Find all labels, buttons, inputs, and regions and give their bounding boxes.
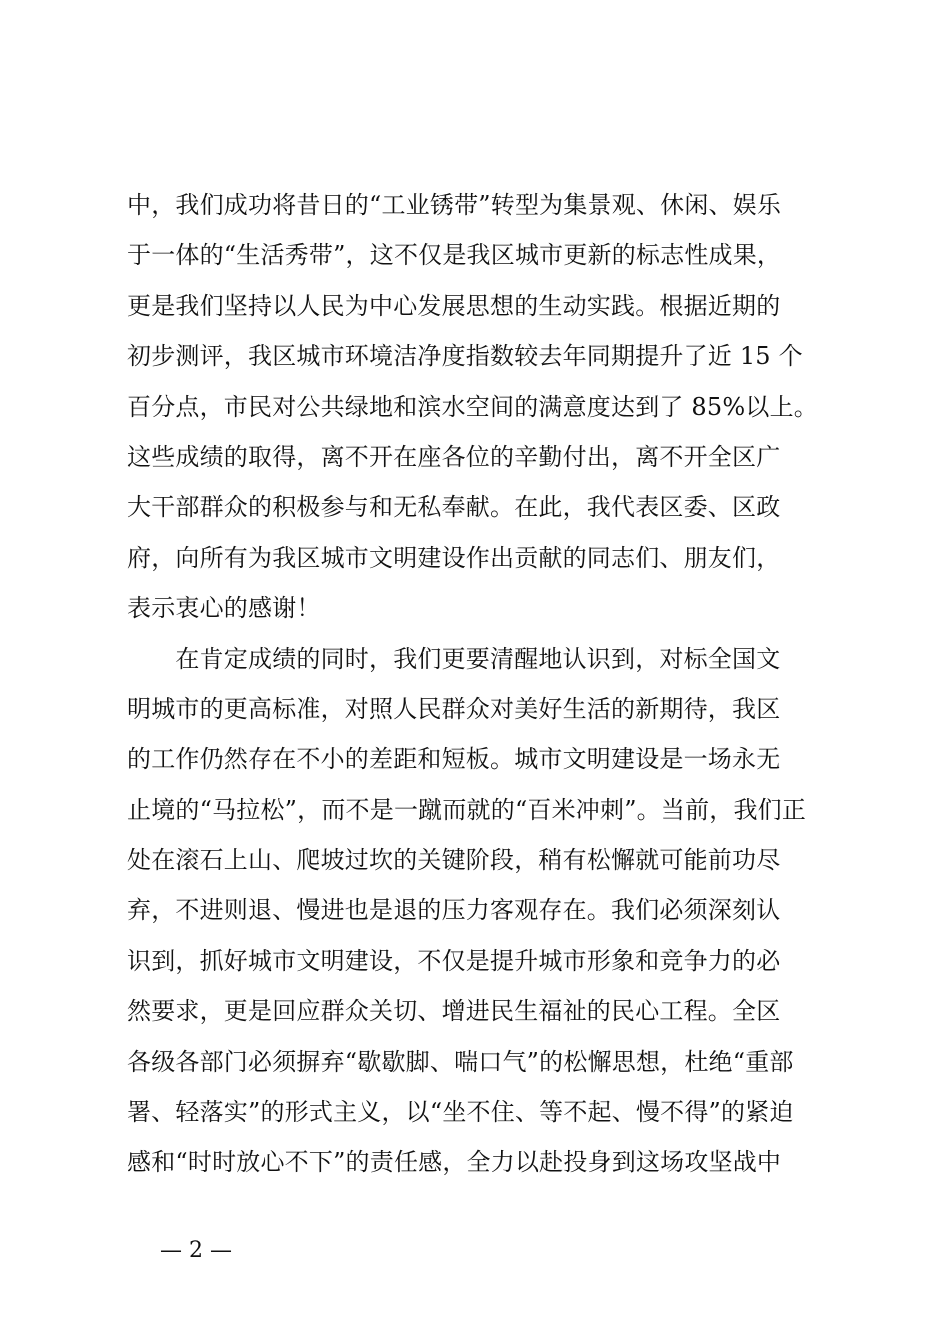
text-line: 表示衷心的感谢！ [127, 594, 321, 623]
text-line: 于一体的“生活秀带”，这不仅是我区城市更新的标志性成果， [127, 241, 782, 270]
text-line: 识到，抓好城市文明建设，不仅是提升城市形象和竞争力的必 [127, 946, 781, 975]
text-line: 感和“时时放心不下”的责任感，全力以赴投身到这场攻坚战中 [127, 1148, 782, 1177]
text-line: 这些成绩的取得，离不开在座各位的辛勤付出，离不开全区广 [127, 442, 781, 471]
text-line: 弃，不进则退、慢进也是退的压力客观存在。我们必须深刻认 [127, 896, 781, 925]
document-body [127, 180, 837, 1188]
text-line: 署、轻落实”的形式主义，以“坐不住、等不起、慢不得”的紧迫 [127, 1098, 794, 1127]
text-line: 的工作仍然存在不小的差距和短板。城市文明建设是一场永无 [127, 745, 781, 774]
text-line: 处在滚石上山、爬坡过坎的关键阶段，稍有松懈就可能前功尽 [127, 846, 781, 875]
text-line: 各级各部门必须摒弃“歇歇脚、喘口气”的松懈思想，杜绝“重部 [127, 1047, 794, 1076]
text-line: 府，向所有为我区城市文明建设作出贡献的同志们、朋友们， [127, 543, 781, 572]
text-line: 更是我们坚持以人民为中心发展思想的生动实践。根据近期的 [127, 291, 781, 320]
text-line: 大干部群众的积极参与和无私奉献。在此，我代表区委、区政 [127, 493, 781, 522]
text-line: 然要求，更是回应群众关切、增进民生福祉的民心工程。全区 [127, 997, 781, 1026]
text-line: 百分点，市民对公共绿地和滨水空间的满意度达到了 85%以上。 [127, 392, 818, 421]
text-line: 明城市的更高标准，对照人民群众对美好生活的新期待，我区 [127, 694, 781, 723]
text-line: 中，我们成功将昔日的“工业锈带”转型为集景观、休闲、娱乐 [127, 191, 782, 219]
text-line: 初步测评，我区城市环境洁净度指数较去年同期提升了近 15 个 [127, 342, 803, 371]
page-number: — 2 — [160, 1238, 232, 1263]
text-line: 在肯定成绩的同时，我们更要清醒地认识到，对标全国文 [127, 644, 781, 673]
text-line: 止境的“马拉松”，而不是一蹴而就的“百米冲刺”。当前，我们正 [127, 795, 807, 824]
